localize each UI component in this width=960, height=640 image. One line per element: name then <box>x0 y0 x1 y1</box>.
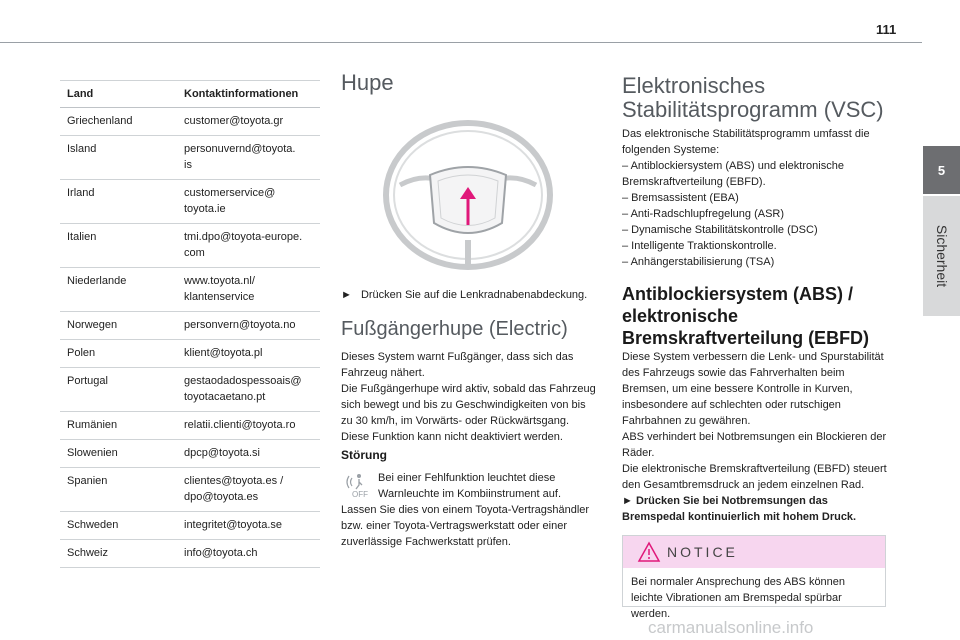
table-header-land: Land <box>60 81 177 108</box>
table-cell-country: Niederlande <box>60 268 177 312</box>
chapter-tab[interactable] <box>923 196 960 316</box>
notice-text: Bei normaler Ansprechung des ABS können leichte Vibrationen am Bremspedal spürbar werden. <box>631 576 846 620</box>
table-cell-contact: personuvernd@toyota. is <box>177 136 320 180</box>
table-row <box>60 512 320 540</box>
warning-icon-label: OFF <box>352 490 368 498</box>
fault-text: Bei einer Fehlfunktion leuchtet diese Warnleuchte im Kombiinstrument auf. <box>378 472 561 500</box>
chapter-tab-label: Sicherheit <box>933 224 950 288</box>
table-cell-country: Rumänien <box>60 412 177 440</box>
list-item: – Dynamische Stabilitätskontrolle (DSC) <box>622 224 818 236</box>
table-header-contact: Kontaktinformationen <box>177 81 320 108</box>
table-cell-country: Island <box>60 136 177 180</box>
table-cell-contact: customer@toyota.gr <box>177 108 320 136</box>
pedestrian-horn-text: Dieses System warnt Fußgänger, dass sich das Fahrzeug nähert. Die Fußgängerhupe wird aktiv, sobald das Fahrzeug sich bewegt und bis zu Geschwindigkeiten von bis zu 30 km/h, im Vorwärts- oder Rückwärtsgang. Diese Funktion kann nicht deaktiviert werden. <box>341 351 596 443</box>
arrow-icon: ► <box>341 289 352 301</box>
hupe-instruction-text: Drücken Sie auf die Lenkradnabenabdeckung. <box>360 289 588 301</box>
steering-wheel-illustration <box>378 115 556 275</box>
pedestrian-horn-title: Fußgängerhupe (Electric) <box>341 318 568 340</box>
table-cell-country: Polen <box>60 340 177 368</box>
page-number: 111 <box>876 22 897 37</box>
table-cell-country: Schweiz <box>60 540 177 568</box>
notice-box <box>622 535 886 620</box>
vsc-title: Elektronisches Stabilitätsprogramm (VSC) <box>622 73 884 122</box>
chapter-tab-number[interactable]: 5 <box>923 146 960 194</box>
notice-header <box>623 536 885 568</box>
table-cell-country: Slowenien <box>60 440 177 468</box>
table-row <box>60 540 320 568</box>
warning-triangle-icon <box>637 541 661 563</box>
table-row <box>60 136 320 180</box>
vsc-list <box>622 158 890 270</box>
table-row <box>60 340 320 368</box>
list-item: – Intelligente Traktionskontrolle. <box>622 240 777 252</box>
abs-title: Antiblockiersystem (ABS) / elektronische Bremskraftverteilung (EBFD) <box>622 284 870 348</box>
table-cell-country: Italien <box>60 224 177 268</box>
notice-label: NOTICE <box>667 544 738 560</box>
fault-heading: Störung <box>341 448 387 462</box>
table-cell-country: Spanien <box>60 468 177 512</box>
watermark: carmanualsonline.info <box>648 618 814 637</box>
list-item: – Anhängerstabilisierung (TSA) <box>622 256 775 268</box>
table-row <box>60 180 320 224</box>
table-row <box>60 224 320 268</box>
table-cell-contact: integritet@toyota.se <box>177 512 320 540</box>
table-row <box>60 440 320 468</box>
abs-body <box>622 349 890 525</box>
table-cell-contact: tmi.dpo@toyota-europe. com <box>177 224 320 268</box>
table-cell-contact: clientes@toyota.es / dpo@toyota.es <box>177 468 320 512</box>
vsc-intro: Das elektronische Stabilitätsprogramm umfasst die folgenden Systeme: <box>622 128 870 156</box>
table-cell-contact: customerservice@ toyota.ie <box>177 180 320 224</box>
hupe-title: Hupe <box>341 70 394 95</box>
table-cell-country: Irland <box>60 180 177 224</box>
fault-check-text: Lassen Sie dies von einem Toyota-Vertragshändler bzw. einer Toyota-Vertragswerkstatt oder einer zuverlässige Fachwerkstatt prüfen. <box>341 504 590 548</box>
list-item: – Anti-Radschlupfregelung (ASR) <box>622 208 785 220</box>
table-cell-country: Norwegen <box>60 312 177 340</box>
table-cell-contact: personvern@toyota.no <box>177 312 320 340</box>
table-row <box>60 312 320 340</box>
table-body <box>60 108 320 568</box>
table-cell-contact: gestaodadospessoais@ toyotacaetano.pt <box>177 368 320 412</box>
list-item: – Bremsassistent (EBA) <box>622 192 739 204</box>
table-cell-contact: relatii.clienti@toyota.ro <box>177 412 320 440</box>
list-item: – Antiblockiersystem (ABS) und elektronische Bremskraftverteilung (EBFD). <box>622 160 844 188</box>
table-cell-country: Schweden <box>60 512 177 540</box>
contact-table <box>60 80 320 568</box>
hupe-instruction <box>341 287 601 303</box>
table-cell-contact: dpcp@toyota.si <box>177 440 320 468</box>
table-row <box>60 108 320 136</box>
pedestrian-warning-icon <box>343 472 373 498</box>
table-row <box>60 412 320 440</box>
table-cell-country: Griechenland <box>60 108 177 136</box>
vsc-body <box>622 126 890 270</box>
table-row <box>60 368 320 412</box>
hupe-section <box>341 70 596 96</box>
table-cell-contact: info@toyota.ch <box>177 540 320 568</box>
table-cell-country: Portugal <box>60 368 177 412</box>
abs-text: Diese System verbessern die Lenk- und Spurstabilität des Fahrzeugs sowie das Fahrverhalten beim Bremsen, um eine bessere Kontrolle in Kurven, insbesondere auf schlechten oder rutschigen Fahrbahnen zu gewähren. ABS verhindert bei Notbremsungen ein Blockieren der Räder. Die elektronische Bremskraftverteilung (EBFD) steuert den Gesamtbremsdruck an jedem einzelnen Rad. <box>622 351 887 491</box>
header-rule <box>0 42 922 43</box>
table-row <box>60 268 320 312</box>
table-cell-contact: www.toyota.nl/ klantenservice <box>177 268 320 312</box>
abs-action-text: ► Drücken Sie bei Notbremsungen das Bremspedal kontinuierlich mit hohem Druck. <box>622 495 857 523</box>
table-row <box>60 468 320 512</box>
table-cell-contact: klient@toyota.pl <box>177 340 320 368</box>
